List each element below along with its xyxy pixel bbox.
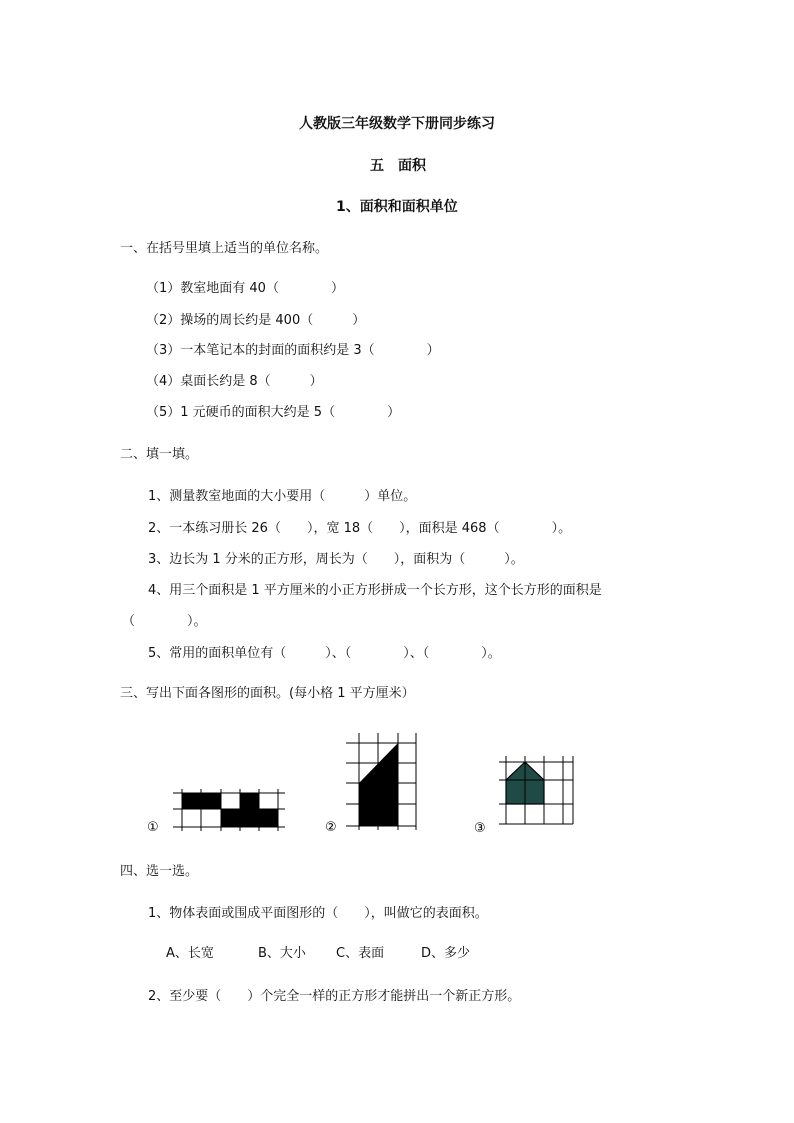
section-1-item-5: （5）1 元硬币的面积大约是 5（ ） (146, 405, 401, 420)
section-2-item-4-continued: （ ）。 (122, 614, 207, 629)
section-2-item-3: 3、边长为 1 分米的正方形，周长为（ ），面积为（ ）。 (148, 552, 524, 567)
section-2-item-4: 4、用三个面积是 1 平方厘米的小正方形拼成一个长方形，这个长方形的面积是 (148, 583, 602, 598)
section-1-item-4: （4）桌面长约是 8（ ） (146, 374, 323, 389)
section-2-heading: 二、填一填。 (120, 447, 199, 462)
section-1-heading: 一、在括号里填上适当的单位名称。 (120, 241, 329, 256)
section-2-item-2: 2、一本练习册长 26（ ），宽 18（ ），面积是 468（ ）。 (148, 521, 572, 536)
section-1-item-1: （1）教室地面有 40（ ） (146, 281, 344, 296)
figure-3-label: ③ (474, 821, 486, 836)
figure-2 (323, 730, 423, 835)
figure-1-fill (182, 793, 278, 827)
section-1-item-3: （3）一本笔记本的封面的面积约是 3（ ） (146, 343, 440, 358)
lesson-title: 1、面积和面积单位 (336, 199, 458, 215)
section-1-item-2: （2）操场的周长约是 400（ ） (146, 313, 366, 328)
option-d: D、多少 (421, 946, 471, 961)
option-a: A、长宽 (166, 946, 214, 961)
section-4-question-1: 1、物体表面或围成平面图形的（ ），叫做它的表面积。 (148, 906, 488, 921)
unit-title: 五 面积 (370, 158, 426, 174)
section-3-heading: 三、写出下面各图形的面积。(每小格 1 平方厘米） (120, 686, 415, 701)
figure-2-label: ② (325, 820, 337, 835)
section-2-item-1: 1、测量教室地面的大小要用（ ）单位。 (148, 489, 417, 504)
figure-3 (472, 752, 582, 837)
option-b: B、大小 (258, 946, 306, 961)
section-2-item-5: 5、常用的面积单位有（ ）、（ ）、（ ）。 (148, 646, 501, 661)
section-4-heading: 四、选一选。 (120, 864, 199, 879)
section-4-question-2: 2、至少要（ ）个完全一样的正方形才能拼出一个新正方形。 (148, 989, 521, 1004)
option-c: C、表面 (336, 946, 385, 961)
document-title: 人教版三年级数学下册同步练习 (299, 116, 495, 132)
figure-1 (145, 785, 290, 835)
figure-1-label: ① (147, 820, 159, 835)
